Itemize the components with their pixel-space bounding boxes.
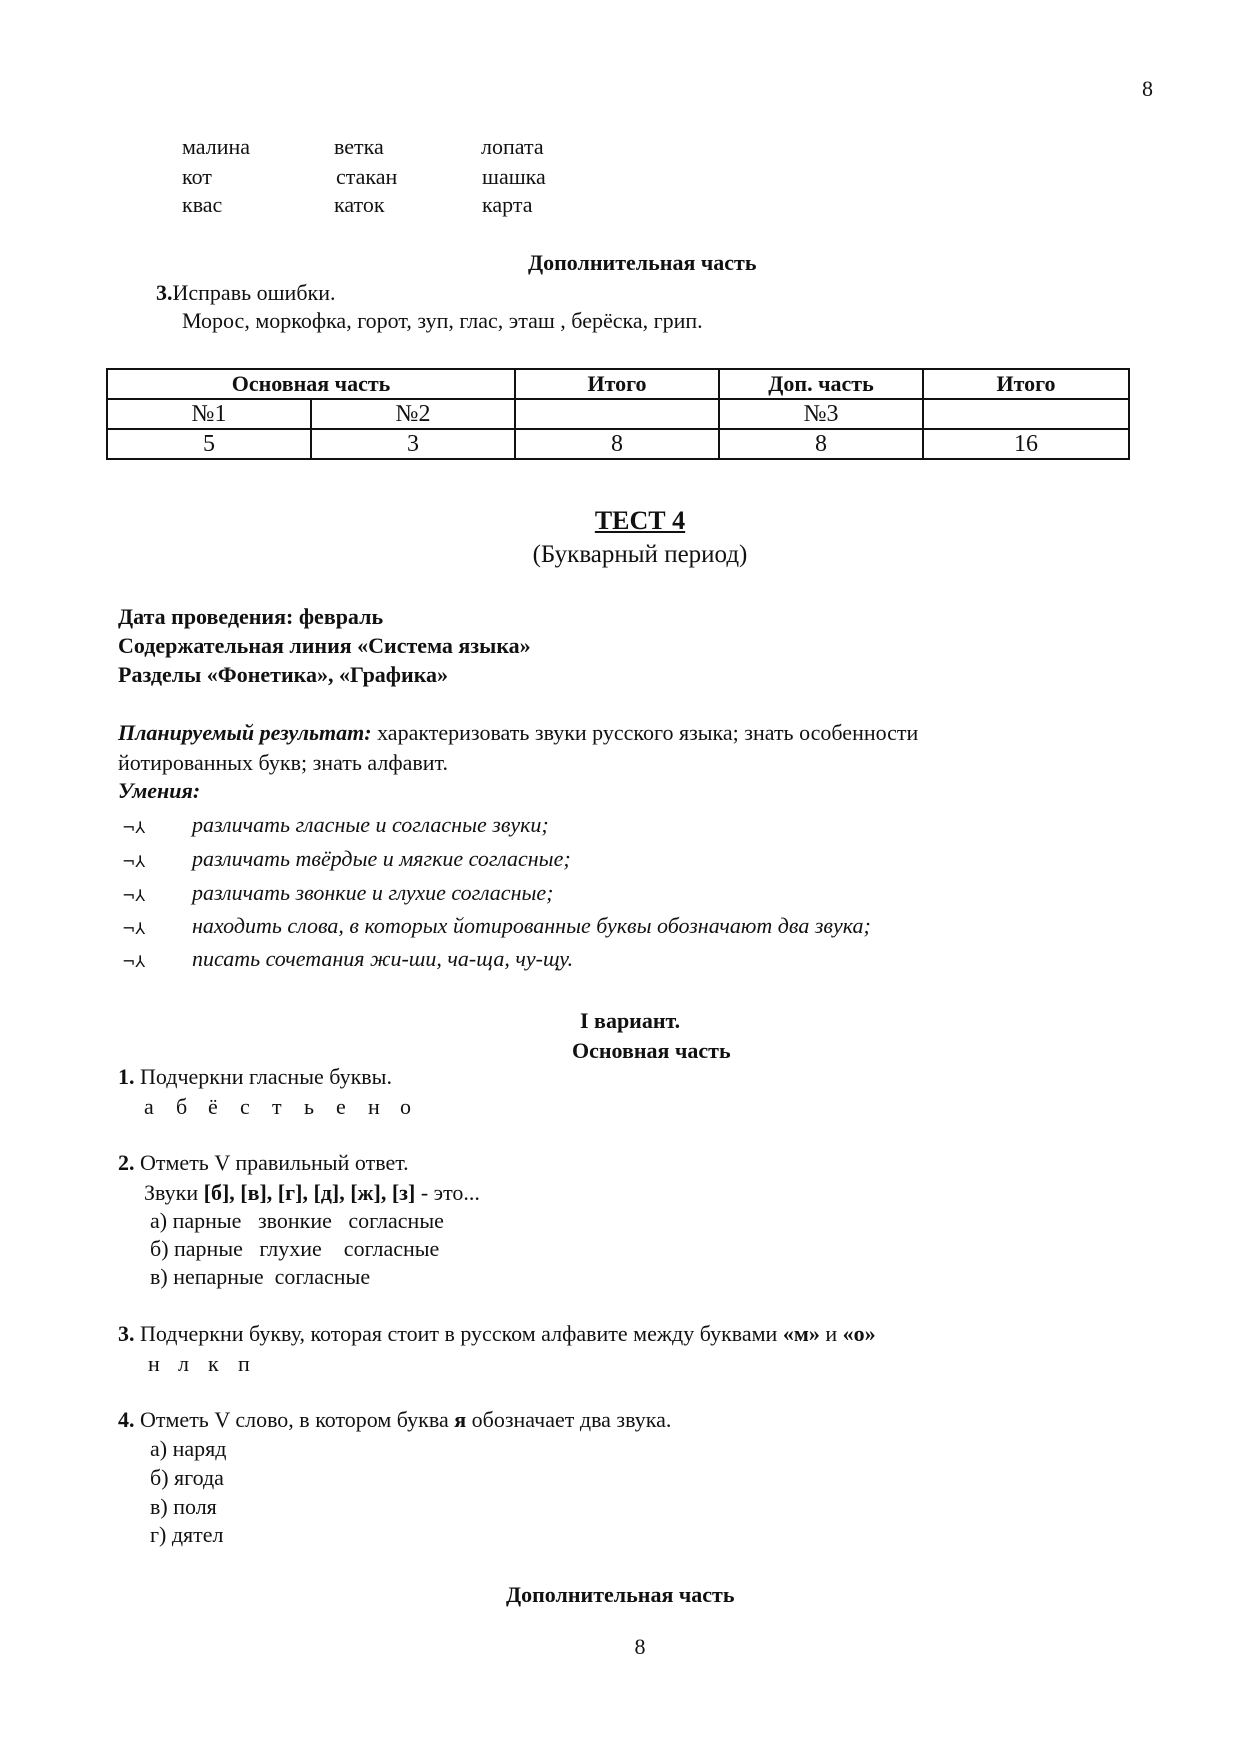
task-3 (156, 282, 335, 304)
test-subtitle: (Букварный период) (532, 541, 748, 568)
letter: е (336, 1094, 346, 1119)
question-2 (118, 1152, 409, 1174)
score-value: 3 (311, 429, 515, 459)
answer-option: б) ягода (150, 1465, 224, 1490)
question-text: Отметь V правильный ответ. (134, 1150, 409, 1175)
letter: ь (304, 1094, 315, 1119)
answer-option: в) непарные согласные (150, 1264, 371, 1289)
question-number: 4. (118, 1407, 135, 1432)
letter-ya: я (454, 1407, 467, 1432)
word: карта (482, 192, 533, 217)
planned-result-label: Планируемый результат: (118, 720, 372, 745)
extra-heading-bottom: Дополнительная часть (506, 1582, 735, 1607)
letter-m: «м» (782, 1321, 820, 1346)
question-text: обозначает два звука. (466, 1407, 672, 1432)
subheader (923, 399, 1129, 429)
skills-label: Умения: (118, 778, 201, 803)
score-value: 16 (923, 429, 1129, 459)
question-text: и (819, 1321, 843, 1346)
test-date: Дата проведения: февраль (118, 604, 384, 629)
skill-item: различать твёрдые и мягкие согласные; (192, 846, 571, 871)
score-value: 8 (515, 429, 719, 459)
letter: л (178, 1351, 189, 1376)
question-4 (118, 1409, 671, 1431)
subheader (515, 399, 719, 429)
extra-heading: Дополнительная часть (528, 250, 757, 275)
sounds-suffix: - это... (415, 1180, 480, 1205)
letter: т (272, 1094, 282, 1119)
letter: а (144, 1094, 154, 1119)
header-total: Итого (923, 369, 1129, 399)
letter: к (208, 1351, 219, 1376)
task-3-words: Морос, моркофка, горот, зуп, глас, эташ , берёска, грип. (182, 308, 703, 333)
answer-option: а) наряд (150, 1436, 227, 1461)
bullet-icon: ¬⅄ (122, 818, 146, 837)
word: лопата (481, 134, 544, 159)
question-text: Подчеркни гласные буквы. (134, 1064, 392, 1089)
test-content-line: Содержательная линия «Система языка» (118, 633, 531, 658)
letter: н (368, 1094, 380, 1119)
score-table (106, 368, 1130, 460)
word: каток (334, 192, 385, 217)
q1-letters (144, 1096, 432, 1118)
sounds-prefix: Звуки (144, 1180, 204, 1205)
q3-letters (148, 1353, 268, 1375)
test-title: ТЕСТ 4 (594, 506, 686, 535)
bullet-icon: ¬⅄ (122, 919, 146, 938)
header-total: Итого (515, 369, 719, 399)
letter: с (240, 1094, 250, 1119)
skill-item: различать звонкие и глухие согласные; (192, 880, 554, 905)
answer-option: в) поля (150, 1494, 217, 1519)
planned-result (118, 722, 918, 744)
letter: н (148, 1351, 160, 1376)
answer-option: г) дятел (150, 1522, 224, 1547)
subheader: №2 (311, 399, 515, 429)
letter: б (176, 1094, 188, 1119)
answer-option: б) парные глухие согласные (150, 1236, 440, 1261)
score-value: 8 (719, 429, 923, 459)
question-text: Отметь V слово, в котором буква (134, 1407, 455, 1432)
letter: ё (208, 1094, 218, 1119)
score-value: 5 (107, 429, 311, 459)
word: ветка (334, 134, 384, 159)
letter: п (238, 1351, 250, 1376)
word: малина (182, 134, 251, 159)
header-main-part: Основная часть (107, 369, 515, 399)
question-1 (118, 1066, 392, 1088)
word: квас (182, 192, 223, 217)
skill-item: различать гласные и согласные звуки; (192, 812, 549, 837)
page-number-top: 8 (1142, 76, 1153, 101)
word: кот (182, 164, 212, 189)
variant-title: I вариант. (580, 1008, 681, 1033)
letter-o: «о» (842, 1321, 876, 1346)
question-3 (118, 1323, 876, 1345)
word: шашка (482, 164, 546, 189)
bullet-icon: ¬⅄ (122, 952, 146, 971)
question-number: 3. (118, 1321, 135, 1346)
task-text: Исправь ошибки. (172, 280, 336, 305)
answer-option: а) парные звонкие согласные (150, 1208, 444, 1233)
skill-item: писать сочетания жи-ши, ча-ща, чу-щу. (192, 946, 574, 971)
sounds-list: [б], [в], [г], [д], [ж], [з] (203, 1180, 416, 1205)
q2-sounds (144, 1182, 480, 1204)
question-number: 2. (118, 1150, 135, 1175)
question-text: Подчеркни букву, которая стоит в русском алфавите между буквами (134, 1321, 783, 1346)
subheader: №3 (719, 399, 923, 429)
page-number-bottom: 8 (634, 1634, 646, 1659)
subheader: №1 (107, 399, 311, 429)
task-number: 3. (156, 280, 173, 305)
question-number: 1. (118, 1064, 135, 1089)
bullet-icon: ¬⅄ (122, 852, 146, 871)
variant-part: Основная часть (572, 1038, 731, 1063)
skill-item: находить слова, в которых йотированные буквы обозначают два звука; (192, 913, 871, 938)
word: стакан (336, 164, 398, 189)
bullet-icon: ¬⅄ (122, 886, 146, 905)
test-sections: Разделы «Фонетика», «Графика» (118, 662, 449, 687)
planned-result-text-2: йотированных букв; знать алфавит. (118, 750, 448, 775)
letter: о (400, 1094, 411, 1119)
planned-result-text: характеризовать звуки русского языка; знать особенности (371, 720, 919, 745)
header-extra-part: Доп. часть (719, 369, 923, 399)
